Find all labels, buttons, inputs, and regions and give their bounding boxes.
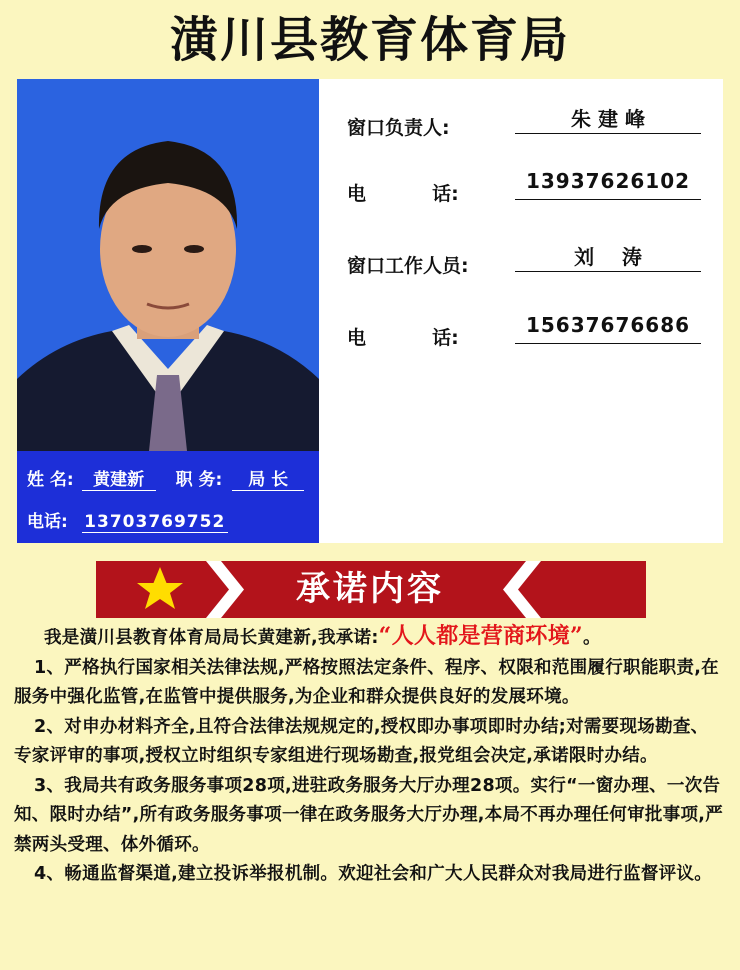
position-label: 职 务: (175, 470, 223, 490)
intro-end: 。 (582, 628, 601, 648)
official-name: 黄建新 (82, 465, 156, 491)
banner-title: 承诺内容 (296, 569, 444, 609)
commitment-item-4: 4、畅通监督渠道,建立投诉举报机制。欢迎社会和广大人民群众对我局进行监督评议。 (34, 864, 713, 884)
official-portrait (17, 79, 319, 451)
intro-text: 我是潢川县教育体育局局长黄建新,我承诺: (44, 628, 379, 648)
name-label: 姓 名: (27, 470, 74, 490)
official-photo-panel (17, 79, 319, 543)
official-phone: 13703769752 (82, 512, 228, 533)
window-contact-panel (319, 79, 723, 543)
commitment-intro (14, 622, 726, 654)
manager-phone-label: 电 话: (347, 183, 459, 205)
staff-name: 刘 涛 (515, 241, 701, 272)
commitment-item-2: 2、对申办材料齐全,且符合法律法规规定的,授权即办事项即时办结;对需要现场勘查、专家评审的事项,授权立时组织专家组进行现场勘查,报党组会决定,承诺限时办结。 (14, 716, 709, 766)
staff-label: 窗口工作人员: (347, 255, 469, 277)
manager-name: 朱 建 峰 (515, 103, 701, 134)
staff-phone-label: 电 话: (347, 327, 459, 349)
commitment-text (14, 622, 726, 890)
staff-phone: 15637676686 (515, 313, 701, 344)
name-position-row (27, 465, 304, 491)
commitment-item-1: 1、严格执行国家相关法律法规,严格按照法定条件、程序、权限和范围履行职能职责,在服务中强化监管,在监管中提供服务,为企业和群众提供良好的发展环境。 (14, 657, 719, 707)
commitment-item-3: 3、我局共有政务服务事项28项,进驻政务服务大厅办理28项。实行“一窗办理、一次告知、限时办结”,所有政务服务事项一律在政务服务大厅办理,本局不再办理任何审批事项,严禁两头受理、体外循环。 (14, 775, 724, 855)
official-position: 局 长 (232, 465, 304, 491)
profile-caption (17, 451, 319, 543)
slogan: “人人都是营商环境” (378, 623, 583, 649)
phone-row (27, 507, 228, 533)
phone-label: 电话: (27, 512, 68, 532)
page-title: 潢川县教育体育局 (169, 12, 570, 68)
manager-label: 窗口负责人: (347, 117, 450, 139)
manager-phone: 13937626102 (515, 169, 701, 200)
